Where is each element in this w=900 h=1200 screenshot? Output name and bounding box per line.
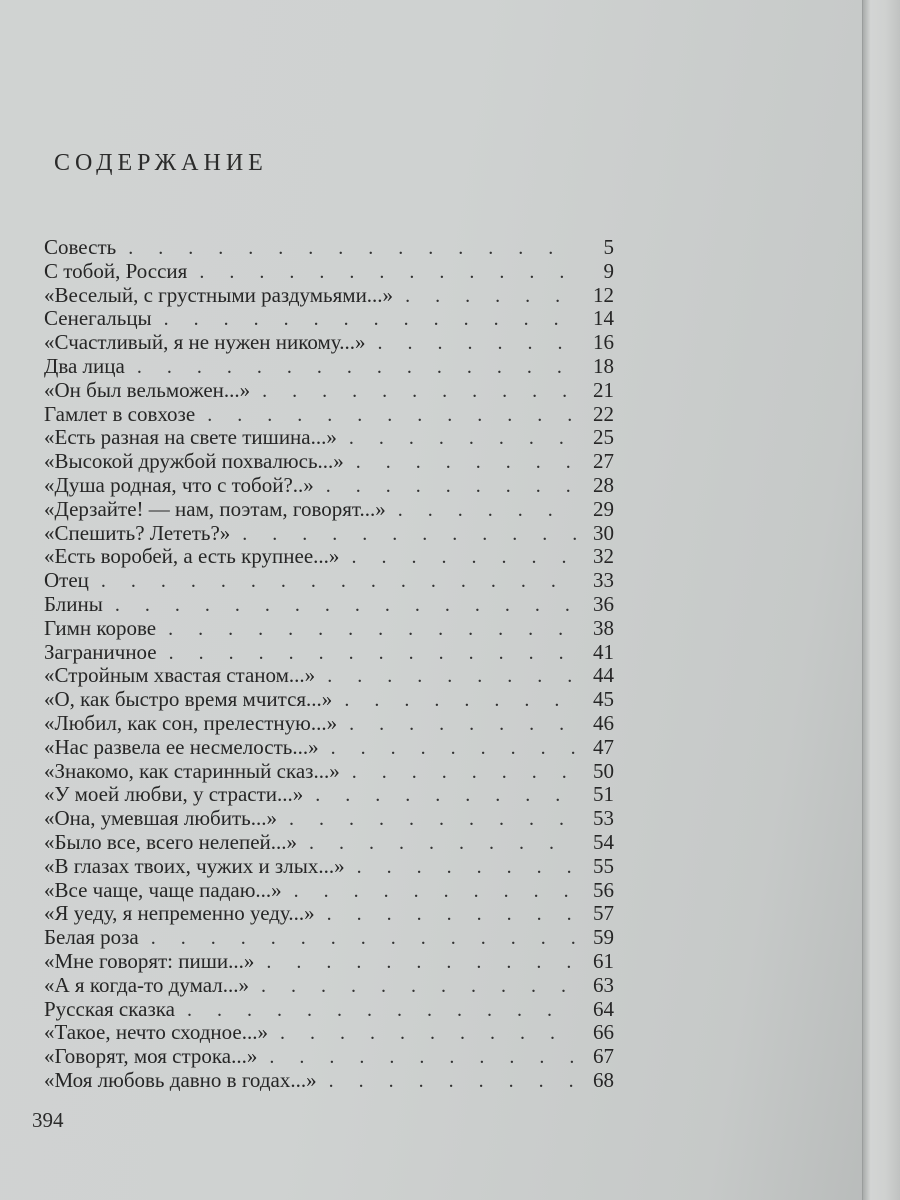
table-of-contents bbox=[44, 236, 614, 1093]
toc-entry-page: 21 bbox=[593, 377, 614, 402]
toc-entry-title: «Высокой дружбой похвалюсь...» bbox=[44, 449, 344, 474]
contents-heading: СОДЕРЖАНИЕ bbox=[54, 150, 268, 176]
toc-entry-title: «Спешить? Лететь?» bbox=[44, 520, 231, 545]
toc-entry bbox=[44, 569, 614, 593]
toc-entry-page: 30 bbox=[593, 520, 614, 545]
dot-leader bbox=[327, 903, 578, 927]
dot-leader bbox=[357, 856, 578, 880]
toc-entry bbox=[44, 1045, 614, 1069]
dot-leader bbox=[315, 784, 578, 808]
toc-entry bbox=[44, 593, 614, 617]
dot-leader bbox=[242, 523, 578, 547]
toc-entry-page: 27 bbox=[593, 449, 614, 474]
toc-entry bbox=[44, 450, 614, 474]
toc-entry-page: 33 bbox=[593, 568, 614, 593]
toc-entry-title: «Такое, нечто сходное...» bbox=[44, 1020, 268, 1045]
toc-entry-page: 55 bbox=[593, 853, 614, 878]
toc-entry-title: «Есть воробей, а есть крупнее...» bbox=[44, 544, 340, 569]
dot-leader bbox=[187, 999, 578, 1023]
toc-entry bbox=[44, 331, 614, 355]
toc-entry-page: 32 bbox=[593, 544, 614, 569]
toc-entry bbox=[44, 617, 614, 641]
dot-leader bbox=[289, 808, 578, 832]
toc-entry-page: 29 bbox=[593, 496, 614, 521]
dot-leader bbox=[309, 832, 578, 856]
toc-entry bbox=[44, 783, 614, 807]
toc-entry-title: «О, как быстро время мчится...» bbox=[44, 687, 333, 712]
dot-leader bbox=[169, 642, 578, 666]
dot-leader bbox=[349, 713, 578, 737]
toc-entry-title: Заграничное bbox=[44, 639, 157, 664]
toc-entry-title: «Дерзайте! — нам, поэтам, говорят...» bbox=[44, 496, 386, 521]
toc-entry bbox=[44, 974, 614, 998]
toc-entry-page: 12 bbox=[593, 282, 614, 307]
toc-entry bbox=[44, 902, 614, 926]
toc-entry-title: «А я когда-то думал...» bbox=[44, 972, 249, 997]
dot-leader bbox=[329, 1070, 578, 1094]
toc-entry bbox=[44, 403, 614, 427]
toc-entry bbox=[44, 545, 614, 569]
dot-leader bbox=[327, 665, 578, 689]
dot-leader bbox=[262, 380, 578, 404]
toc-entry-title: «У моей любви, у страсти...» bbox=[44, 782, 304, 807]
toc-entry-title: «Мне говорят: пиши...» bbox=[44, 948, 255, 973]
toc-entry bbox=[44, 498, 614, 522]
toc-entry-page: 45 bbox=[593, 687, 614, 712]
toc-entry-title: Совесть bbox=[44, 235, 117, 259]
toc-entry-title: «Знакомо, как старинный сказ...» bbox=[44, 758, 340, 783]
dot-leader bbox=[356, 451, 578, 475]
toc-entry-page: 68 bbox=[593, 1067, 614, 1092]
toc-entry-page: 57 bbox=[593, 901, 614, 926]
toc-entry-title: «Все чаще, чаще падаю...» bbox=[44, 877, 282, 902]
toc-entry-page: 28 bbox=[593, 472, 614, 497]
toc-entry-title: «Говорят, моя строка...» bbox=[44, 1044, 258, 1069]
toc-entry-page: 14 bbox=[593, 306, 614, 331]
toc-entry-page: 61 bbox=[593, 948, 614, 973]
toc-entry-title: Гамлет в совхозе bbox=[44, 401, 196, 426]
toc-entry-page: 47 bbox=[593, 734, 614, 759]
toc-entry-title: «Веселый, с грустными раздумьями...» bbox=[44, 282, 394, 307]
dot-leader bbox=[294, 880, 578, 904]
toc-entry-page: 25 bbox=[593, 425, 614, 450]
toc-entry-page: 63 bbox=[593, 972, 614, 997]
toc-entry-title: «Любил, как сон, прелестную...» bbox=[44, 710, 338, 735]
toc-entry bbox=[44, 236, 614, 260]
toc-entry-title: Белая роза bbox=[44, 925, 139, 950]
toc-entry-title: Сенегальцы bbox=[44, 306, 152, 331]
toc-entry bbox=[44, 664, 614, 688]
dot-leader bbox=[151, 927, 578, 951]
toc-entry-title: «Было все, всего нелепей...» bbox=[44, 829, 298, 854]
toc-entry bbox=[44, 307, 614, 331]
dot-leader bbox=[280, 1022, 578, 1046]
dot-leader bbox=[128, 237, 578, 261]
toc-entry-page: 51 bbox=[593, 782, 614, 807]
dot-leader bbox=[137, 356, 578, 380]
toc-entry-page: 5 bbox=[603, 235, 614, 259]
toc-entry bbox=[44, 712, 614, 736]
dot-leader bbox=[405, 285, 578, 309]
dot-leader bbox=[377, 332, 578, 356]
dot-leader bbox=[344, 689, 578, 713]
dot-leader bbox=[199, 261, 578, 285]
toc-entry-page: 46 bbox=[593, 710, 614, 735]
toc-entry bbox=[44, 760, 614, 784]
dot-leader bbox=[331, 737, 578, 761]
toc-entry bbox=[44, 736, 614, 760]
toc-entry-title: «Моя любовь давно в годах...» bbox=[44, 1067, 317, 1092]
dot-leader bbox=[164, 308, 578, 332]
toc-entry bbox=[44, 807, 614, 831]
dot-leader bbox=[352, 761, 578, 785]
toc-entry bbox=[44, 688, 614, 712]
dot-leader bbox=[101, 570, 578, 594]
dot-leader bbox=[349, 427, 578, 451]
toc-entry bbox=[44, 284, 614, 308]
toc-entry-title: Отец bbox=[44, 568, 89, 593]
dot-leader bbox=[351, 546, 578, 570]
toc-entry-page: 54 bbox=[593, 829, 614, 854]
toc-entry bbox=[44, 1069, 614, 1093]
toc-entry bbox=[44, 379, 614, 403]
toc-entry bbox=[44, 260, 614, 284]
dot-leader bbox=[168, 618, 578, 642]
toc-entry bbox=[44, 641, 614, 665]
toc-entry bbox=[44, 474, 614, 498]
toc-entry-page: 36 bbox=[593, 591, 614, 616]
toc-entry bbox=[44, 926, 614, 950]
toc-entry bbox=[44, 1021, 614, 1045]
toc-entry-page: 67 bbox=[593, 1044, 614, 1069]
toc-entry-page: 18 bbox=[593, 353, 614, 378]
next-page-edge bbox=[862, 0, 900, 1200]
toc-entry bbox=[44, 426, 614, 450]
toc-entry bbox=[44, 998, 614, 1022]
toc-entry-page: 66 bbox=[593, 1020, 614, 1045]
toc-entry-page: 9 bbox=[603, 258, 614, 283]
toc-entry-title: Гимн корове bbox=[44, 615, 157, 640]
toc-entry-title: «Он был вельможен...» bbox=[44, 377, 251, 402]
dot-leader bbox=[269, 1046, 578, 1070]
toc-entry-page: 41 bbox=[593, 639, 614, 664]
toc-entry-page: 53 bbox=[593, 806, 614, 831]
toc-entry bbox=[44, 855, 614, 879]
toc-entry-title: Русская сказка bbox=[44, 996, 175, 1021]
toc-entry-page: 22 bbox=[593, 401, 614, 426]
toc-entry-title: «Стройным хвастая станом...» bbox=[44, 663, 316, 688]
toc-entry-page: 59 bbox=[593, 925, 614, 950]
toc-entry-title: «Нас развела ее несмелость...» bbox=[44, 734, 319, 759]
dot-leader bbox=[326, 475, 578, 499]
toc-entry-title: Два лица bbox=[44, 353, 125, 378]
toc-entry bbox=[44, 879, 614, 903]
toc-entry-title: «Счастливый, я не нужен никому...» bbox=[44, 330, 366, 355]
toc-entry-page: 38 bbox=[593, 615, 614, 640]
dot-leader bbox=[266, 951, 578, 975]
toc-entry bbox=[44, 950, 614, 974]
dot-leader bbox=[115, 594, 578, 618]
toc-entry-title: «Душа родная, что с тобой?..» bbox=[44, 472, 314, 497]
toc-entry-title: С тобой, Россия bbox=[44, 258, 188, 283]
dot-leader bbox=[261, 975, 578, 999]
toc-entry-title: Блины bbox=[44, 591, 103, 616]
toc-entry bbox=[44, 355, 614, 379]
dot-leader bbox=[398, 499, 578, 523]
toc-entry-title: «Она, умевшая любить...» bbox=[44, 806, 277, 831]
toc-entry bbox=[44, 522, 614, 546]
toc-entry-title: «Я уеду, я непременно уеду...» bbox=[44, 901, 315, 926]
toc-entry bbox=[44, 831, 614, 855]
page-number: 394 bbox=[32, 1108, 64, 1132]
toc-entry-page: 44 bbox=[593, 663, 614, 688]
toc-entry-title: «Есть разная на свете тишина...» bbox=[44, 425, 337, 450]
toc-entry-page: 50 bbox=[593, 758, 614, 783]
toc-entry-page: 64 bbox=[593, 996, 614, 1021]
toc-entry-page: 16 bbox=[593, 330, 614, 355]
toc-entry-page: 56 bbox=[593, 877, 614, 902]
toc-entry-title: «В глазах твоих, чужих и злых...» bbox=[44, 853, 345, 878]
dot-leader bbox=[207, 404, 578, 428]
